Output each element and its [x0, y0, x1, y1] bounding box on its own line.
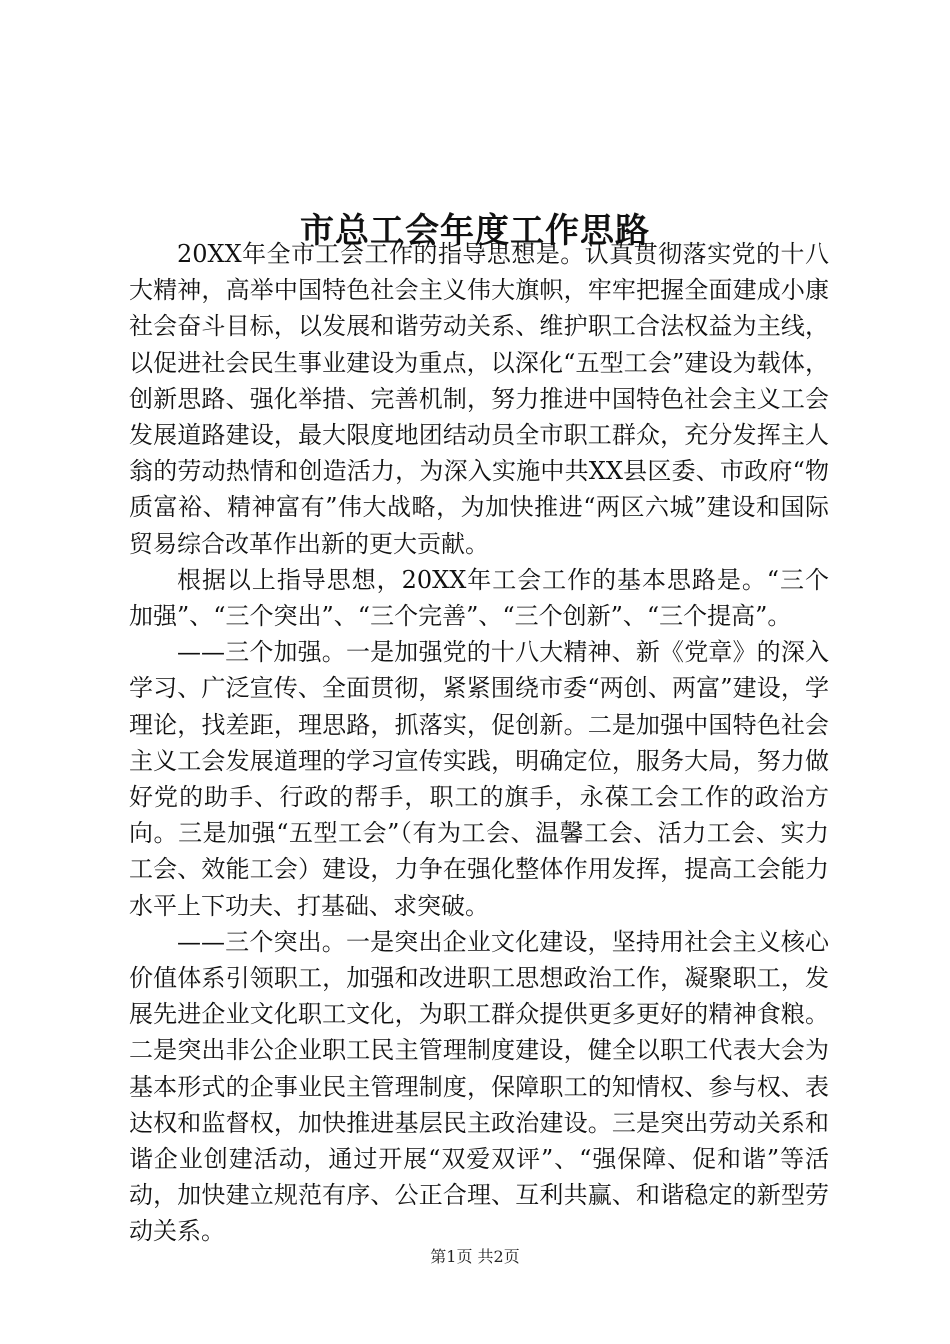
paragraph-basic-approach: 根据以上指导思想，20XX年工会工作的基本思路是。“三个加强”、“三个突出”、“三个完善”、“三个创新”、“三个提高”。: [129, 565, 829, 631]
document-body: [129, 236, 829, 1250]
paragraph-guiding-ideology: 20XX年全市工会工作的指导思想是。认真贯彻落实党的十八大精神，高举中国特色社会主义伟大旗帜，牢牢把握全面建成小康社会奋斗目标，以发展和谐劳动关系、维护职工合法权益为主线，以促进社会民生事业建设为重点，以深化“五型工会”建设为载体，创新思路、强化举措、完善机制，努力推进中国特色社会主义工会发展道路建设，最大限度地团结动员全市职工群众，充分发挥主人翁的劳动热情和创造活力，为深入实施中共XX县区委、市政府“物质富裕、精神富有”伟大战略，为加快推进“两区六城”建设和国际贸易综合改革作出新的更大贡献。: [129, 240, 829, 558]
paragraph-three-highlight: ——三个突出。一是突出企业文化建设，坚持用社会主义核心价值体系引领职工，加强和改进职工思想政治工作，凝聚职工，发展先进企业文化职工文化，为职工群众提供更多更好的精神食粮。二是突出非公企业职工民主管理制度建设，健全以职工代表大会为基本形式的企事业民主管理制度，保障职工的知情权、参与权、表达权和监督权，加快推进基层民主政治建设。三是突出劳动关系和谐企业创建活动，通过开展“双爱双评”、“强保障、促和谐”等活动，加快建立规范有序、公正合理、互利共赢、和谐稳定的新型劳动关系。: [129, 927, 829, 1246]
document-title: 市总工会年度工作思路: [300, 210, 650, 251]
paragraph-three-strengthen: ——三个加强。一是加强党的十八大精神、新《党章》的深入学习、广泛宣传、全面贯彻，紧紧围绕市委“两创、两富”建设，学理论，找差距，理思路，抓落实，促创新。二是加强中国特色社会主义工会发展道理的学习宣传实践，明确定位，服务大局，努力做好党的助手、行政的帮手，职工的旗手，永葆工会工作的政治方向。三是加强“五型工会”（有为工会、温馨工会、活力工会、实力工会、效能工会）建设，力争在强化整体作用发挥，提高工会能力水平上下功夫、打基础、求突破。: [129, 638, 829, 920]
page-footer: 第1页 共2页: [430, 1247, 520, 1266]
